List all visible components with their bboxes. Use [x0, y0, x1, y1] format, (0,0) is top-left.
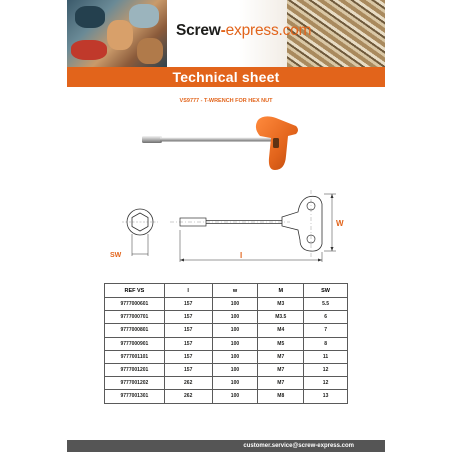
dimension-w [324, 194, 336, 251]
cell-w: 100 [212, 311, 258, 324]
cell-w: 100 [212, 350, 258, 363]
label-w: W [336, 219, 344, 228]
cell-sw: 13 [304, 390, 348, 403]
cell-l: 157 [164, 311, 212, 324]
cell-l: 157 [164, 350, 212, 363]
cell-ref: 9777000801 [105, 324, 165, 337]
cell-sw: 8 [304, 337, 348, 350]
label-l: l [240, 251, 243, 260]
cell-sw: 6 [304, 311, 348, 324]
table-header-row [105, 284, 348, 298]
product-title: VS9777 - T-WRENCH FOR HEX NUT [179, 98, 273, 104]
table-row [105, 377, 348, 390]
table-row [105, 324, 348, 337]
column-header-sw: SW [304, 284, 348, 298]
cell-ref: 9777000901 [105, 337, 165, 350]
dimension-l [180, 230, 322, 262]
table-row [105, 298, 348, 311]
table-row [105, 350, 348, 363]
table-row [105, 363, 348, 376]
wrench-photo-handle [256, 116, 298, 170]
footer-bar [67, 440, 385, 452]
table-row [105, 390, 348, 403]
cell-w: 100 [212, 363, 258, 376]
cell-w: 100 [212, 337, 258, 350]
table-row [105, 311, 348, 324]
cell-sw: 12 [304, 363, 348, 376]
column-header-m: M [258, 284, 304, 298]
technical-sheet-banner: Technical sheet [67, 67, 385, 87]
cell-sw: 12 [304, 377, 348, 390]
cell-w: 100 [212, 298, 258, 311]
column-header-ref: REF VS [105, 284, 165, 298]
cell-sw: 5.5 [304, 298, 348, 311]
cell-w: 100 [212, 377, 258, 390]
cell-w: 100 [212, 390, 258, 403]
cell-m: M4 [258, 324, 304, 337]
cell-sw: 11 [304, 350, 348, 363]
cell-m: M5 [258, 337, 304, 350]
cell-l: 157 [164, 337, 212, 350]
footer-email-link[interactable]: customer.service@screw-express.com [243, 443, 354, 449]
cell-m: M3 [258, 298, 304, 311]
column-header-w: w [212, 284, 258, 298]
wrench-side-view [170, 190, 322, 258]
brand-logo[interactable] [176, 22, 311, 40]
cell-ref: 9777001201 [105, 363, 165, 376]
column-header-l: l [164, 284, 212, 298]
cell-ref: 9777001202 [105, 377, 165, 390]
header-photo-workbench [67, 0, 167, 67]
technical-drawing [110, 186, 350, 270]
cell-sw: 7 [304, 324, 348, 337]
wrench-photo-shaft [142, 136, 272, 143]
logo-text-domain: express.com [225, 22, 312, 39]
cell-ref: 9777001101 [105, 350, 165, 363]
logo-text-dash: - [220, 22, 226, 39]
cell-l: 157 [164, 298, 212, 311]
cell-l: 262 [164, 377, 212, 390]
cell-m: M8 [258, 390, 304, 403]
cell-m: M7 [258, 377, 304, 390]
cell-m: M7 [258, 350, 304, 363]
cell-ref: 9777001301 [105, 390, 165, 403]
logo-text-screw: Screw [176, 22, 221, 39]
cell-ref: 9777000601 [105, 298, 165, 311]
cell-m: M7 [258, 363, 304, 376]
cell-l: 262 [164, 390, 212, 403]
label-sw: SW [110, 252, 122, 259]
table-row [105, 337, 348, 350]
cell-l: 157 [164, 324, 212, 337]
cell-m: M3.5 [258, 311, 304, 324]
cell-ref: 9777000701 [105, 311, 165, 324]
hex-end-view [122, 209, 158, 256]
cell-w: 100 [212, 324, 258, 337]
specification-table [104, 283, 348, 404]
cell-l: 157 [164, 363, 212, 376]
product-photo [140, 112, 300, 174]
